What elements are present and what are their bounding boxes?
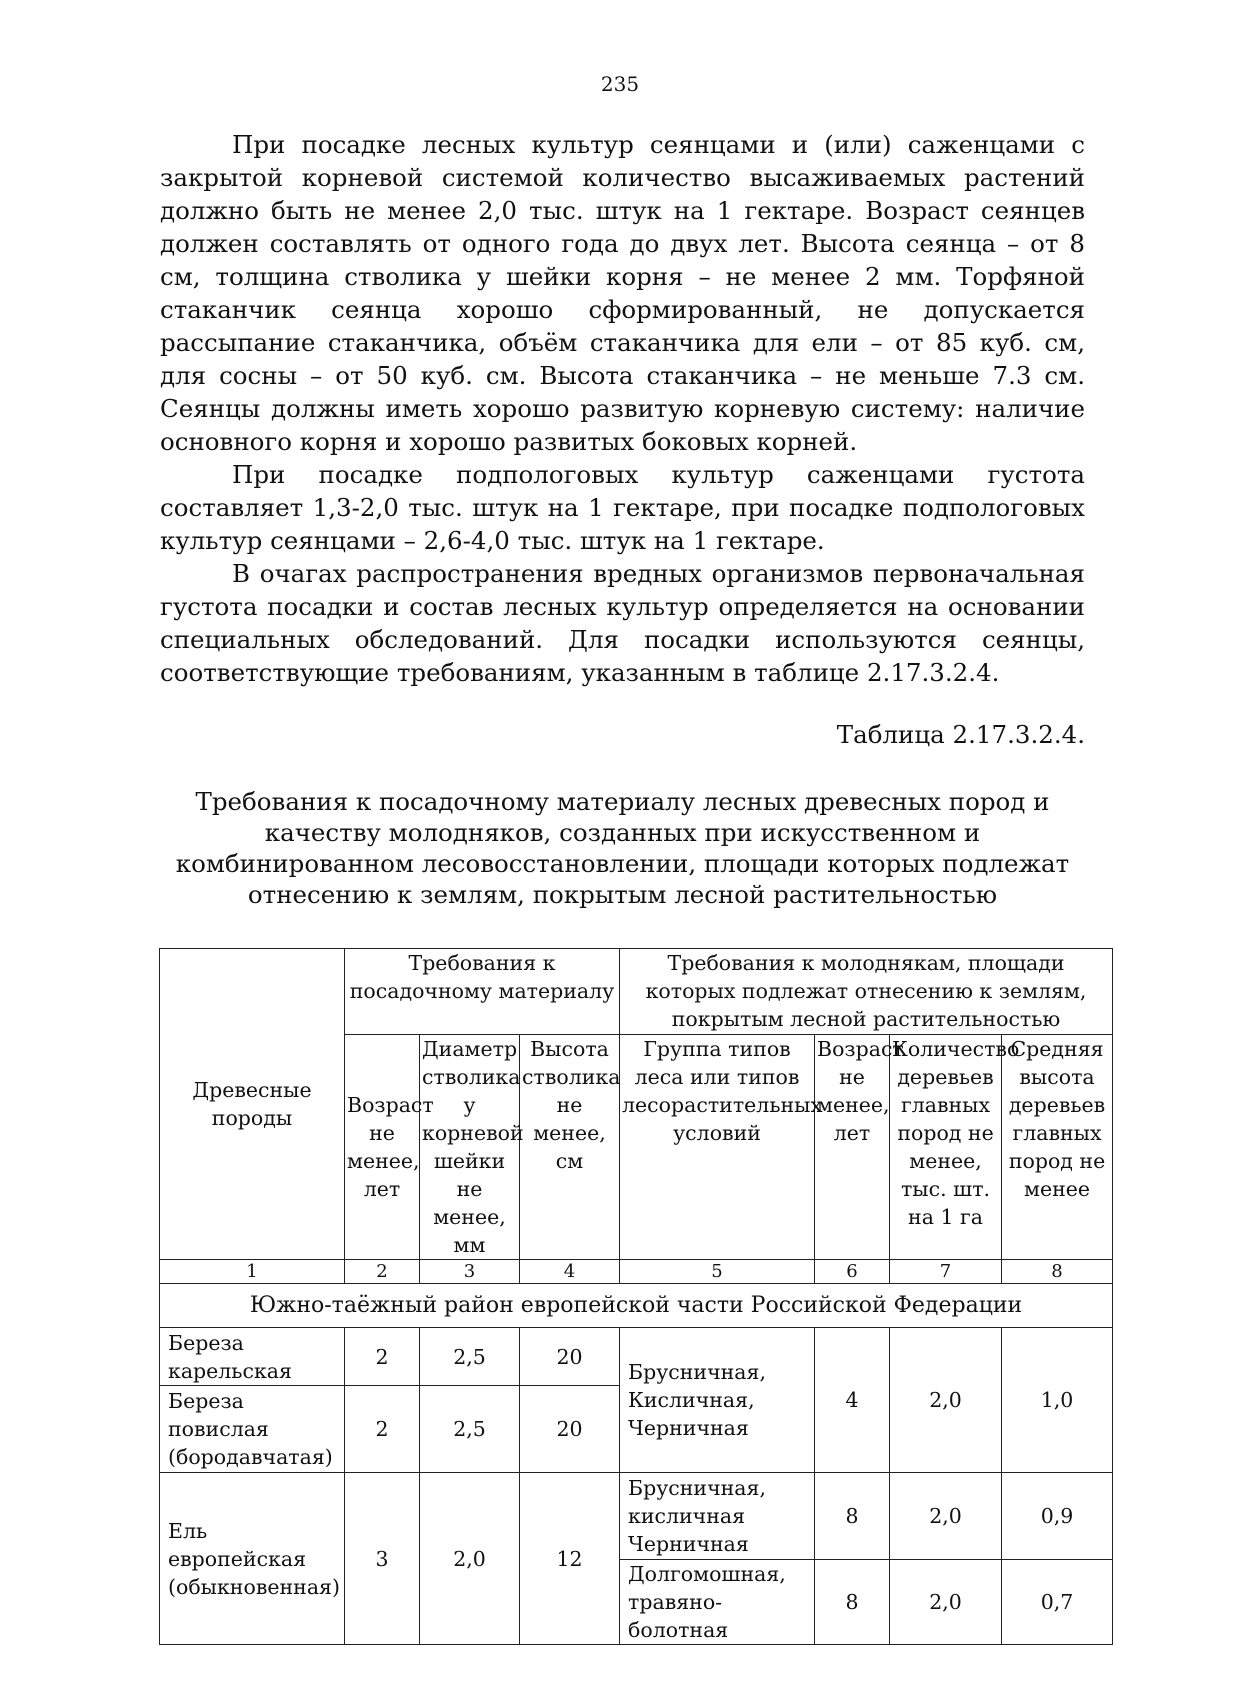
header-young-age: Возраст не менее, лет: [815, 1035, 890, 1260]
header-young-stands: Требования к молоднякам, площади которых подлежат отнесению к землям, покрытым лесной растительностью: [620, 949, 1113, 1035]
column-number: 4: [520, 1260, 620, 1284]
tree-count-cell: 2,0: [890, 1328, 1002, 1473]
tree-count-cell: 2,0: [890, 1473, 1002, 1560]
species-cell: Береза повислая (бородавчатая): [160, 1386, 345, 1473]
young-age-cell: 8: [815, 1473, 890, 1560]
column-number: 2: [345, 1260, 420, 1284]
paragraph-seedlings: При посадке лесных культур сеянцами и (или) саженцами с закрытой корневой системой количество высаживаемых растений должно быть не менее 2,0 тыс. штук на 1 гектаре. Возраст сеянцев должен составлять от одного года до двух лет. Высота сеянца – от 8 см, толщина стволика у шейки корня – не менее 2 мм. Торфяной стаканчик сеянца хорошо сформированный, не допускается рассыпание стаканчика, объём стаканчика для ели – от 85 куб. см, для сосны – от 50 куб. см. Высота стаканчика – не меньше 7.3 см. Сеянцы должны иметь хорошо развитую корневую систему: наличие основного корня и хорошо развитых боковых корней.: [160, 130, 1085, 456]
column-number: 5: [620, 1260, 815, 1284]
header-stem-diameter: Диаметр стволика у корневой шейки не менее, мм: [420, 1035, 520, 1260]
average-height-cell: 0,7: [1002, 1560, 1113, 1645]
body-text: [160, 128, 1085, 689]
stem-diameter-cell: 2,5: [420, 1328, 520, 1386]
forest-type-cell: Брусничная, кисличная Черничная: [620, 1473, 815, 1560]
header-seedling-age: Возраст не менее, лет: [345, 1035, 420, 1260]
species-cell: Ель европейская (обыкновенная): [160, 1473, 345, 1645]
header-average-height: Средняя высота деревьев главных пород не менее: [1002, 1035, 1113, 1260]
requirements-table: [159, 948, 1113, 1645]
header-planting-material: Требования к посадочному материалу: [345, 949, 620, 1035]
seedling-age-cell: 3: [345, 1473, 420, 1645]
average-height-cell: 0,9: [1002, 1473, 1113, 1560]
species-cell: Береза карельская: [160, 1328, 345, 1386]
table-caption: Таблица 2.17.3.2.4.: [836, 720, 1085, 749]
region-row: Южно-таёжный район европейской части Российской Федерации: [160, 1284, 1113, 1328]
page-number: 235: [600, 72, 640, 96]
header-stem-height: Высота стволика не менее, см: [520, 1035, 620, 1260]
young-age-cell: 8: [815, 1560, 890, 1645]
seedling-age-cell: 2: [345, 1328, 420, 1386]
forest-type-cell: Долгомошная, травяно-болотная: [620, 1560, 815, 1645]
header-forest-type-group: Группа типов леса или типов лесорастительных условий: [620, 1035, 815, 1260]
stem-height-cell: 20: [520, 1328, 620, 1386]
header-tree-count: Количество деревьев главных пород не менее, тыс. шт. на 1 га: [890, 1035, 1002, 1260]
stem-height-cell: 12: [520, 1473, 620, 1645]
paragraph-pest-areas: В очагах распространения вредных организмов первоначальная густота посадки и состав лесных культур определяется на основании специальных обследований. Для посадки используются сеянцы, соответствующие требованиям, указанным в таблице 2.17.3.2.4.: [160, 559, 1085, 687]
column-number: 7: [890, 1260, 1002, 1284]
stem-diameter-cell: 2,5: [420, 1386, 520, 1473]
young-age-cell: 4: [815, 1328, 890, 1473]
seedling-age-cell: 2: [345, 1386, 420, 1473]
table-title-line: отнесению к землям, покрытым лесной растительностью: [247, 880, 998, 909]
column-number: 3: [420, 1260, 520, 1284]
table-title: [160, 786, 1085, 910]
tree-count-cell: 2,0: [890, 1560, 1002, 1645]
stem-height-cell: 20: [520, 1386, 620, 1473]
column-number: 1: [160, 1260, 345, 1284]
stem-diameter-cell: 2,0: [420, 1473, 520, 1645]
table-title-line: качеству молодняков, созданных при искусственном и: [264, 818, 981, 847]
average-height-cell: 1,0: [1002, 1328, 1113, 1473]
forest-type-cell: Брусничная, Кисличная, Черничная: [620, 1328, 815, 1473]
header-species: Древесные породы: [160, 949, 345, 1260]
table-title-line: комбинированном лесовосстановлении, площади которых подлежат: [175, 849, 1070, 878]
table-title-line: Требования к посадочному материалу лесных древесных пород и: [195, 787, 1050, 816]
paragraph-undercanopy: При посадке подпологовых культур саженцами густота составляет 1,3-2,0 тыс. штук на 1 гектаре, при посадке подпологовых культур сеянцами – 2,6-4,0 тыс. штук на 1 гектаре.: [160, 460, 1085, 555]
column-number: 8: [1002, 1260, 1113, 1284]
column-number: 6: [815, 1260, 890, 1284]
